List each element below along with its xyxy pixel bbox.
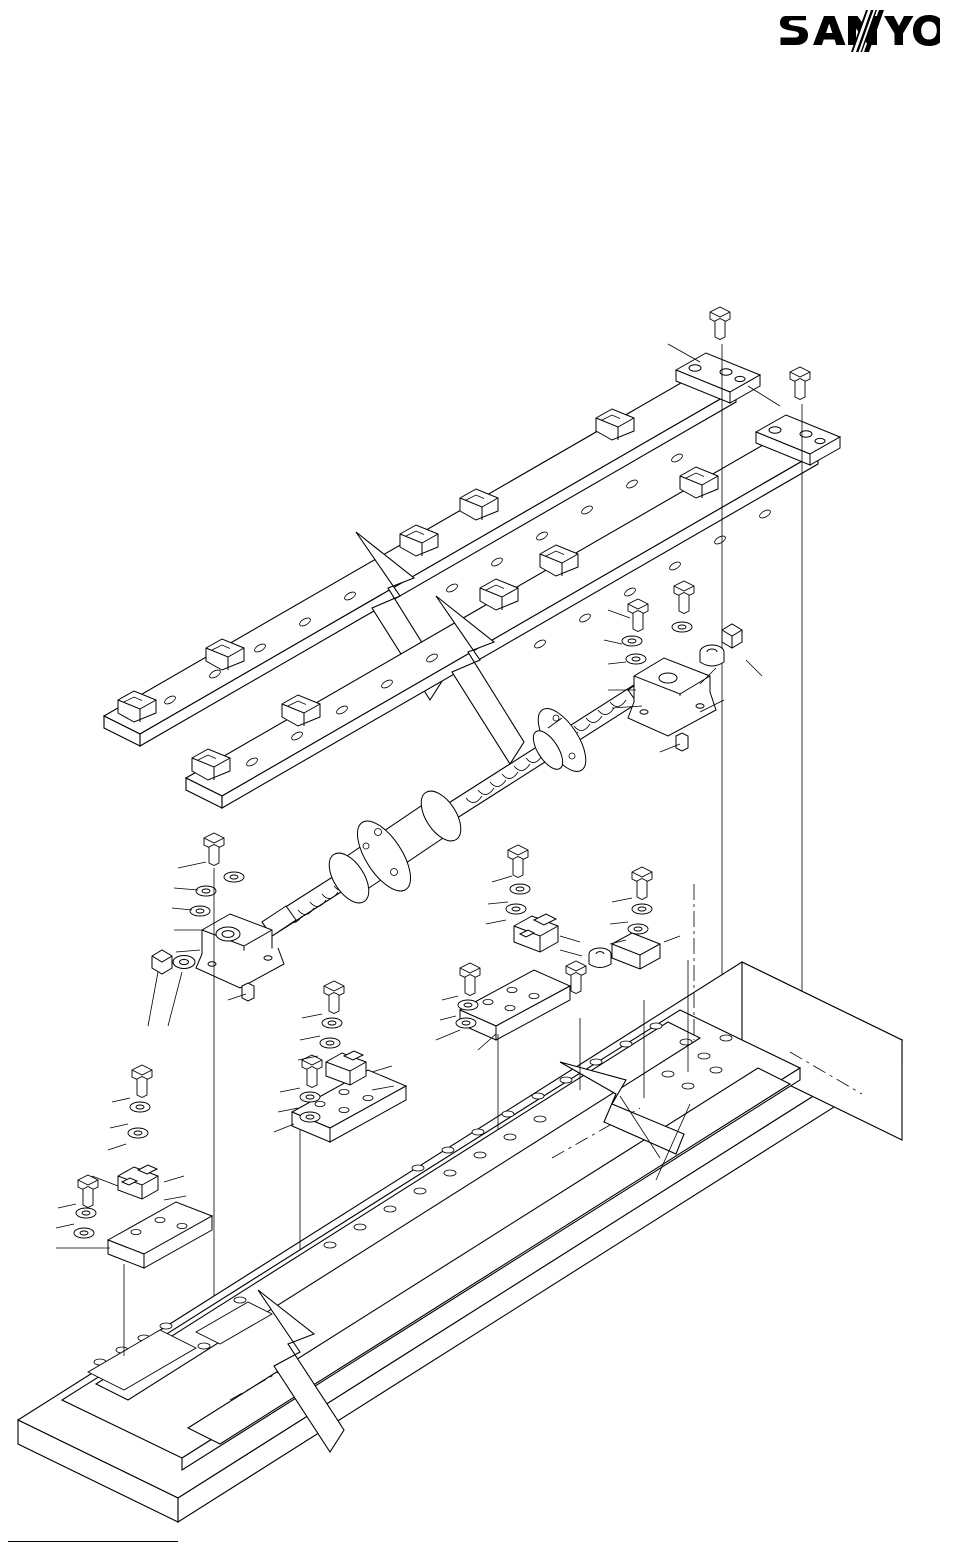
set-screw-pin xyxy=(242,983,254,1001)
hex-socket-bolt xyxy=(508,845,528,878)
spring-washer xyxy=(456,1018,476,1028)
hex-socket-bolt xyxy=(674,581,694,614)
hex-socket-bolt xyxy=(204,833,224,866)
spacer-collar xyxy=(589,948,611,968)
hex-socket-bolt xyxy=(132,1065,152,1098)
flat-washer xyxy=(458,1000,478,1010)
set-screw-pin xyxy=(676,733,688,751)
spring-washer xyxy=(506,904,526,914)
flat-washer xyxy=(300,1092,320,1102)
spring-washer xyxy=(300,1112,320,1122)
spring-washer xyxy=(196,886,216,896)
flat-washer xyxy=(632,904,652,914)
spring-washer xyxy=(74,1228,94,1238)
hex-socket-bolt xyxy=(460,963,480,996)
flat-washer xyxy=(672,622,692,632)
spring-washer xyxy=(128,1128,148,1138)
cable-clamp-bracket xyxy=(612,933,660,969)
sensor-dog-bracket xyxy=(514,914,558,952)
spacer-collar xyxy=(173,956,195,969)
hex-socket-bolt xyxy=(302,1055,322,1088)
hex-socket-bolt xyxy=(324,981,344,1014)
sensor-dog-bracket xyxy=(326,1051,366,1085)
spacer-collar xyxy=(700,645,724,666)
spring-washer xyxy=(622,636,642,646)
spring-washer xyxy=(320,1038,340,1048)
flat-washer xyxy=(510,884,530,894)
mounting-plate xyxy=(108,1202,212,1268)
flat-washer xyxy=(190,906,210,916)
flat-washer xyxy=(322,1018,342,1028)
hex-socket-bolt xyxy=(632,867,652,900)
lock-nut xyxy=(152,950,172,974)
hex-socket-bolt xyxy=(78,1175,98,1208)
lock-nut xyxy=(722,624,742,648)
spring-washer xyxy=(628,924,648,934)
flat-washer xyxy=(76,1208,96,1218)
hex-socket-bolt xyxy=(628,599,648,632)
bearing-support-block-right xyxy=(628,658,716,736)
footer-rule xyxy=(8,1541,178,1542)
cable-clamp-bracket xyxy=(118,1165,158,1199)
flat-washer xyxy=(130,1102,150,1112)
flat-washer xyxy=(224,872,244,882)
ball-screw-nut-flange xyxy=(321,701,595,910)
flat-washer xyxy=(626,654,646,664)
